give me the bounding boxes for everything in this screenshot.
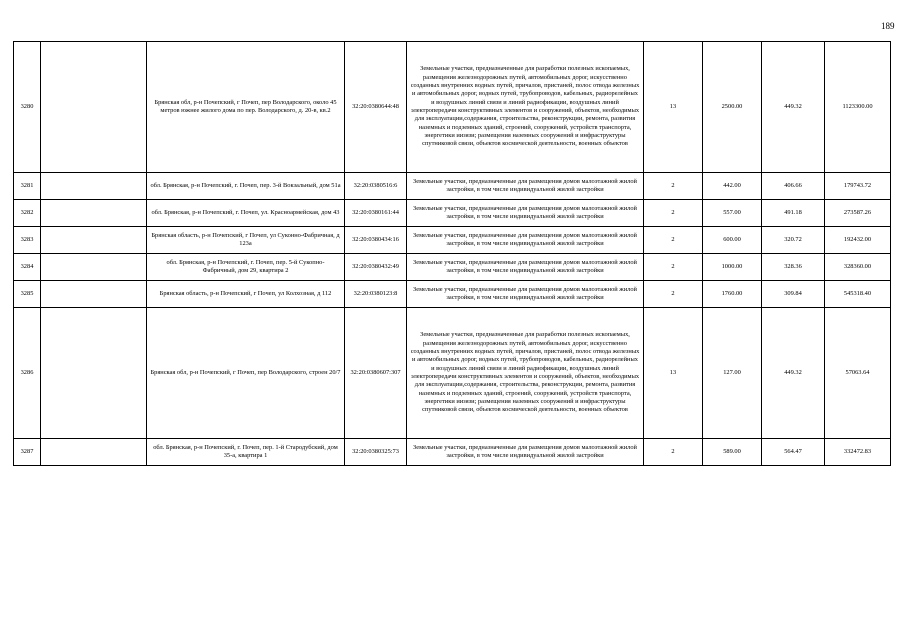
row-number: 3287: [14, 439, 41, 466]
row-cadastral-number: 32:20:0380434:16: [345, 227, 407, 254]
row-cadastral-number: 32:20:0380123:8: [345, 281, 407, 308]
table-row: [14, 308, 891, 439]
row-spacer: [41, 254, 147, 281]
row-category-code: 2: [644, 227, 703, 254]
row-unit-price: 449.32: [762, 42, 825, 173]
row-cadastral-cost: 179743.72: [825, 173, 891, 200]
row-unit-price: 320.72: [762, 227, 825, 254]
row-address: обл. Брянская, р-н Почепский, г. Почеп, пер. 5-й Сукопно-Фабричный, дом 29, квартира 2: [147, 254, 345, 281]
row-category-code: 2: [644, 200, 703, 227]
row-unit-price: 406.66: [762, 173, 825, 200]
row-number: 3283: [14, 227, 41, 254]
row-cadastral-cost: 545318.40: [825, 281, 891, 308]
row-area: 1760.00: [703, 281, 762, 308]
table-row: [14, 281, 891, 308]
row-number: 3286: [14, 308, 41, 439]
row-area: 127.00: [703, 308, 762, 439]
page-number: 189: [881, 21, 895, 31]
row-spacer: [41, 308, 147, 439]
row-spacer: [41, 200, 147, 227]
row-category-code: 13: [644, 42, 703, 173]
table-row: [14, 227, 891, 254]
row-unit-price: 328.36: [762, 254, 825, 281]
table-row: [14, 200, 891, 227]
row-address: Брянская область, р-н Почепский, г Почеп, ул Колхозная, д 112: [147, 281, 345, 308]
row-category-code: 13: [644, 308, 703, 439]
row-spacer: [41, 42, 147, 173]
row-permitted-use: Земельные участки, предназначенные для размещения домов малоэтажной жилой застройки, в том числе индивидуальной жилой застройки: [407, 227, 644, 254]
row-address: обл. Брянская, р-н Почепский, г. Почеп, пер. 3-й Вокзальный, дом 51а: [147, 173, 345, 200]
row-number: 3280: [14, 42, 41, 173]
table-row: [14, 254, 891, 281]
row-unit-price: 491.18: [762, 200, 825, 227]
row-spacer: [41, 227, 147, 254]
row-spacer: [41, 281, 147, 308]
row-unit-price: 449.32: [762, 308, 825, 439]
row-address: обл. Брянская, р-н Почепский, г. Почеп, пер. 1-й Стародубский, дом 35-а, квартира 1: [147, 439, 345, 466]
row-cadastral-cost: 332472.83: [825, 439, 891, 466]
row-permitted-use: Земельные участки, предназначенные для разработки полезных ископаемых, размещения железнодорожных путей, автомобильных дорог, искусственно созданных внутренних водных путей, причалов, пристаней, полос отвода железных и автомобильных дорог, водных путей, трубопроводов, кабельных, радиорелейных и воздушных линий связи и линий радиофикации, воздушных линий электропередачи конструктивных элементов и сооружений, объектов, необходимых для эксплуатации,содержания, строительства, реконструкции, ремонта, развития наземных и подземных зданий, строений, сооружений, устройств транспорта, энергетики иизязи; размещения наземных сооружений и инфраструктуры спутниковой связи, объектов космической деятельности, военных объектов: [407, 308, 644, 439]
row-category-code: 2: [644, 254, 703, 281]
row-cadastral-cost: 1123300.00: [825, 42, 891, 173]
row-number: 3281: [14, 173, 41, 200]
row-number: 3282: [14, 200, 41, 227]
row-cadastral-cost: 57063.64: [825, 308, 891, 439]
row-area: 589.00: [703, 439, 762, 466]
row-area: 442.00: [703, 173, 762, 200]
row-permitted-use: Земельные участки, предназначенные для разработки полезных ископаемых, размещения железнодорожных путей, автомобильных дорог, искусственно созданных внутренних водных путей, причалов, пристаней, полос отвода железных и автомобильных дорог, водных путей, трубопроводов, кабельных, радиорелейных и воздушных линий связи и линий радиофикации, воздушных линий электропередачи конструктивных элементов и сооружений, объектов, необходимых для эксплуатации,содержания, строительства, реконструкции, ремонта, развития наземных и подземных зданий, строений, сооружений, устройств транспорта, энергетики иизязи; размещения наземных сооружений и инфраструктуры спутниковой связи, объектов космической деятельности, военных объектов: [407, 42, 644, 173]
table-row: [14, 439, 891, 466]
row-spacer: [41, 173, 147, 200]
row-area: 557.00: [703, 200, 762, 227]
row-cadastral-number: 32:20:0380161:44: [345, 200, 407, 227]
land-parcel-table: [13, 41, 891, 466]
row-category-code: 2: [644, 173, 703, 200]
row-address: Брянская обл, р-н Почепский, г Почеп, пер Володарского, около 45 метров южнее жилого дома по пер. Володарского, д. 20-в, кв.2: [147, 42, 345, 173]
row-unit-price: 309.84: [762, 281, 825, 308]
row-permitted-use: Земельные участки, предназначенные для размещения домов малоэтажной жилой застройки, в том числе индивидуальной жилой застройки: [407, 439, 644, 466]
row-area: 2500.00: [703, 42, 762, 173]
row-address: Брянская область, р-н Почепский, г Почеп, ул Суконно-Фабричная, д 123а: [147, 227, 345, 254]
table-row: [14, 42, 891, 173]
row-cadastral-cost: 192432.00: [825, 227, 891, 254]
row-number: 3284: [14, 254, 41, 281]
table-body: [14, 42, 891, 466]
row-permitted-use: Земельные участки, предназначенные для размещения домов малоэтажной жилой застройки, в том числе индивидуальной жилой застройки: [407, 173, 644, 200]
row-permitted-use: Земельные участки, предназначенные для размещения домов малоэтажной жилой застройки, в том числе индивидуальной жилой застройки: [407, 200, 644, 227]
row-cadastral-number: 32:20:0380644:48: [345, 42, 407, 173]
row-cadastral-number: 32:20:0380607:307: [345, 308, 407, 439]
row-spacer: [41, 439, 147, 466]
row-cadastral-cost: 328360.00: [825, 254, 891, 281]
row-category-code: 2: [644, 281, 703, 308]
row-permitted-use: Земельные участки, предназначенные для размещения домов малоэтажной жилой застройки, в том числе индивидуальной жилой застройки: [407, 254, 644, 281]
row-address: Брянская обл, р-н Почепский, г Почеп, пер Володарского, строен 20/7: [147, 308, 345, 439]
row-category-code: 2: [644, 439, 703, 466]
row-unit-price: 564.47: [762, 439, 825, 466]
table-row: [14, 173, 891, 200]
row-area: 600.00: [703, 227, 762, 254]
row-number: 3285: [14, 281, 41, 308]
row-cadastral-cost: 273587.26: [825, 200, 891, 227]
row-cadastral-number: 32:20:0380516:6: [345, 173, 407, 200]
row-cadastral-number: 32:20:0380432:49: [345, 254, 407, 281]
row-address: обл. Брянская, р-н Почепский, г. Почеп, ул. Красноармейская, дом 43: [147, 200, 345, 227]
row-cadastral-number: 32:20:0380325:73: [345, 439, 407, 466]
row-area: 1000.00: [703, 254, 762, 281]
row-permitted-use: Земельные участки, предназначенные для размещения домов малоэтажной жилой застройки, в том числе индивидуальной жилой застройки: [407, 281, 644, 308]
